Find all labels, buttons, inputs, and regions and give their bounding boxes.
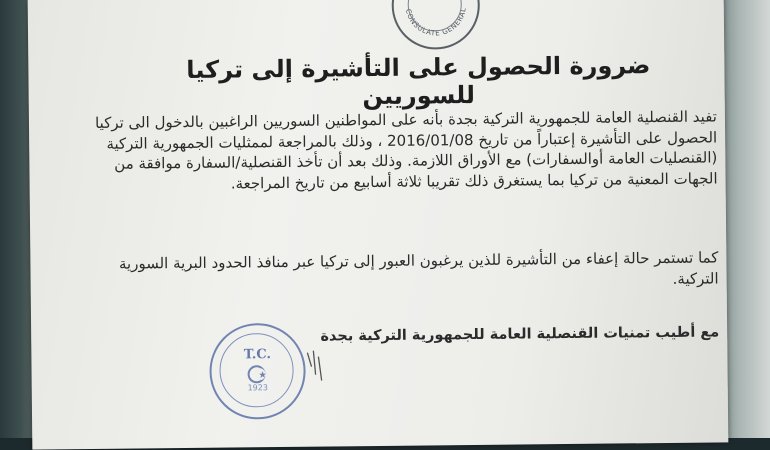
notice-paragraph-1: تفيد القنصلية العامة للجمهورية التركية بجدة بأنه على المواطنين السوريين الراغبين بالدخول الى تركيا الحصول على التأشيرة إعتباراً من تاريخ 2016/01/08 ، وذلك بالمراجعة لممثليات الجمهورية التركية (القنصليات العامة أوالسفارات) مع الأوراق اللازمة. وذلك بعد أن تأخذ القنصلية/السفارة موافقة من الجهات المعنية من تركيا بما يستغرق ذلك تقريبا ثلاثة أسابيع من تاريخ المراجعة. (94, 107, 718, 193)
signature-mark (303, 346, 333, 386)
notice-paper (28, 0, 729, 450)
notice-title: ضرورة الحصول على التأشيرة إلى تركيا للسوريين (186, 51, 651, 111)
crescent-icon (245, 363, 267, 385)
notice-closing: مع أطيب تمنيات القنصلية العامة للجمهورية التركية بجدة (320, 324, 720, 345)
logo-text: CONSULATE GENERAL (403, 6, 468, 38)
consulate-stamp (209, 323, 306, 420)
stamp-year: 1923 (247, 383, 268, 393)
consulate-logo (391, 0, 480, 50)
notice-paragraph-2: كما تستمر حالة إعفاء من التأشيرة للذين يرغبون العبور إلى تركيا عبر منافذ الحدود البرية السورية التركية. (118, 248, 719, 288)
stamp-abbr: T.C. (243, 347, 272, 363)
